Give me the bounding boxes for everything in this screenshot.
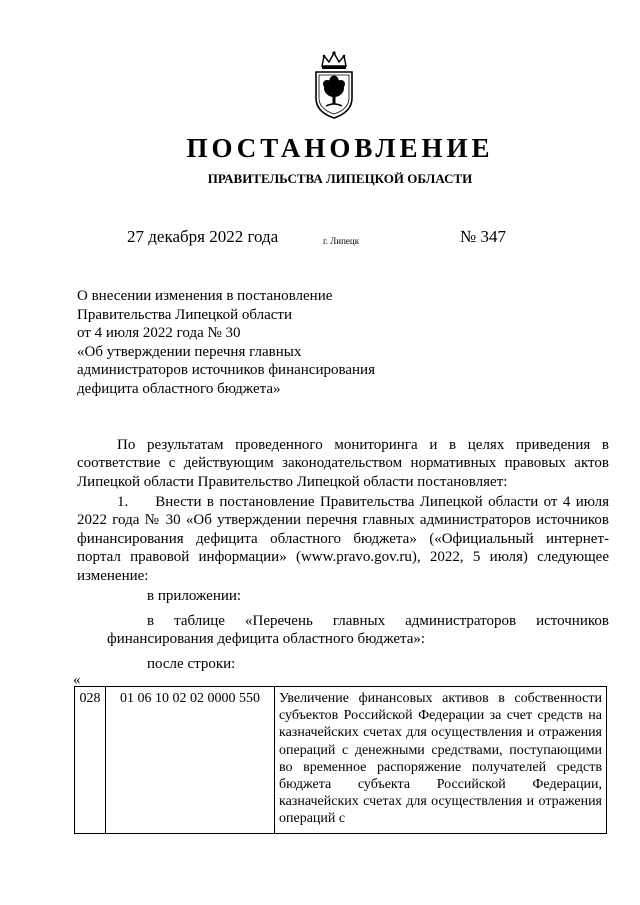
- paragraph-preamble: [77, 436, 609, 491]
- subject-line: дефицита областного бюджета»: [77, 380, 281, 397]
- paragraph-text: финансирования дефицита областного бюджета»:: [107, 631, 426, 648]
- subject-line: О внесении изменения в постановление: [77, 288, 333, 304]
- table-cell-code: 028: [75, 687, 106, 834]
- document-subject: [77, 287, 377, 399]
- paragraph-after-row: после строки:: [147, 656, 236, 672]
- table-cell-name: [275, 687, 607, 834]
- appendix-table: [74, 686, 607, 834]
- word: главных: [332, 613, 386, 629]
- word: источников: [536, 613, 609, 629]
- word: в: [147, 613, 155, 629]
- word: администраторов: [405, 613, 517, 629]
- document-number: № 347: [460, 227, 506, 246]
- table-row: [75, 687, 607, 834]
- document-subtitle: ПРАВИТЕЛЬСТВА ЛИПЕЦКОЙ ОБЛАСТИ: [207, 171, 473, 186]
- word: таблице: [174, 613, 225, 629]
- subject-line: от 4 июля 2022 года № 30: [77, 325, 241, 342]
- subject-line: «Об утверждении перечня главных: [77, 343, 302, 360]
- paragraph-appendix: в приложении:: [147, 588, 242, 604]
- table-cell-kbk: 01 06 10 02 02 0000 550: [106, 687, 275, 834]
- paragraph-text: Внести в постановление Правительства Липецкой области от 4 июля 2022 года № 30 «Об утверждении перечня главных администраторов источников финансирования дефицита областного бюджета» («Официальный интернет-портал правовой информации» (www.pravo.gov.ru), 2022, 5 июля) следующее изменение:: [77, 494, 609, 584]
- document-city: г. Липецк: [323, 236, 360, 246]
- subject-line: Правительства Липецкой области: [77, 306, 293, 323]
- item-number: 1.: [117, 494, 129, 510]
- paragraph-text: По результатам проведенного мониторинга и в целях приведения в соответствие с действующим законодательством нормативных правовых актов Липецкой области Правительство Липецкой области постановляет:: [77, 437, 609, 490]
- opening-quote: «: [73, 672, 81, 688]
- subject-line: администраторов источников финансирования: [77, 362, 375, 379]
- word: «Перечень: [244, 613, 313, 629]
- paragraph-table-ref: [77, 612, 609, 649]
- document-title: ПОСТАНОВЛЕНИЕ: [186, 133, 494, 163]
- coat-of-arms-icon: [312, 50, 356, 120]
- table-cell-name-text: Увеличение финансовых активов в собственности субъектов Российской Федерации за счет средств на казначейских счетах для осуществления и отражения операций с денежными средствами, поступающими во временное распоряжение получателей средств бюджета субъекта Российской Федерации, казначейских счетах для осуществления и отражения операций с: [279, 691, 602, 827]
- paragraph-item-1: [77, 493, 609, 585]
- document-date: 27 декабря 2022 года: [127, 227, 279, 246]
